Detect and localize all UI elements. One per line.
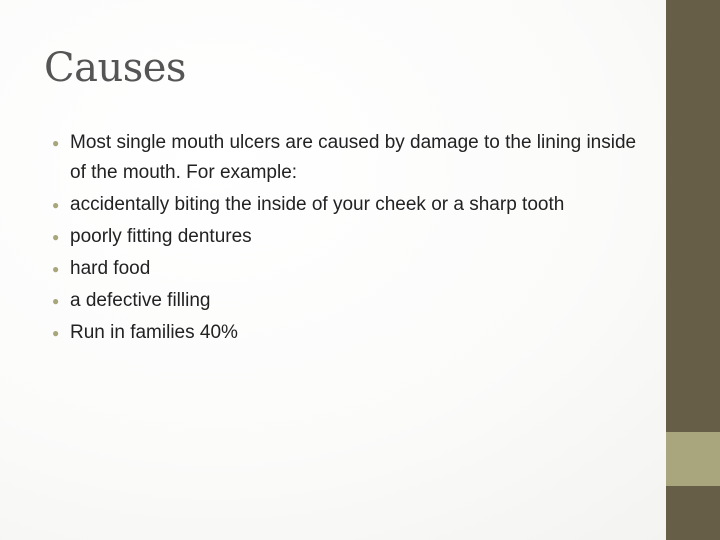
bullet-text: hard food (70, 258, 151, 279)
bullet-text: Most single mouth ulcers are caused by damage to the lining inside of the mouth. For example: (70, 132, 637, 183)
bullet-item (52, 222, 652, 252)
bullet-text: Run in families 40% (70, 322, 238, 343)
bullet-text: accidentally biting the inside of your cheek or a sharp tooth (70, 194, 565, 215)
bullet-item (52, 254, 652, 284)
bullet-text: a defective filling (70, 290, 211, 311)
bullet-item (52, 190, 652, 220)
bullet-dot-icon: ● (52, 136, 60, 150)
bullet-item (52, 286, 652, 316)
bullet-text: poorly fitting dentures (70, 226, 252, 247)
side-accent-block (666, 432, 720, 486)
bullet-item (52, 318, 652, 348)
bullet-list (52, 128, 652, 350)
slide-title: Causes (44, 45, 186, 91)
bullet-dot-icon: ● (52, 262, 60, 276)
bullet-dot-icon: ● (52, 326, 60, 340)
bullet-dot-icon: ● (52, 230, 60, 244)
bullet-dot-icon: ● (52, 294, 60, 308)
bullet-dot-icon: ● (52, 198, 60, 212)
bullet-item (52, 128, 652, 188)
